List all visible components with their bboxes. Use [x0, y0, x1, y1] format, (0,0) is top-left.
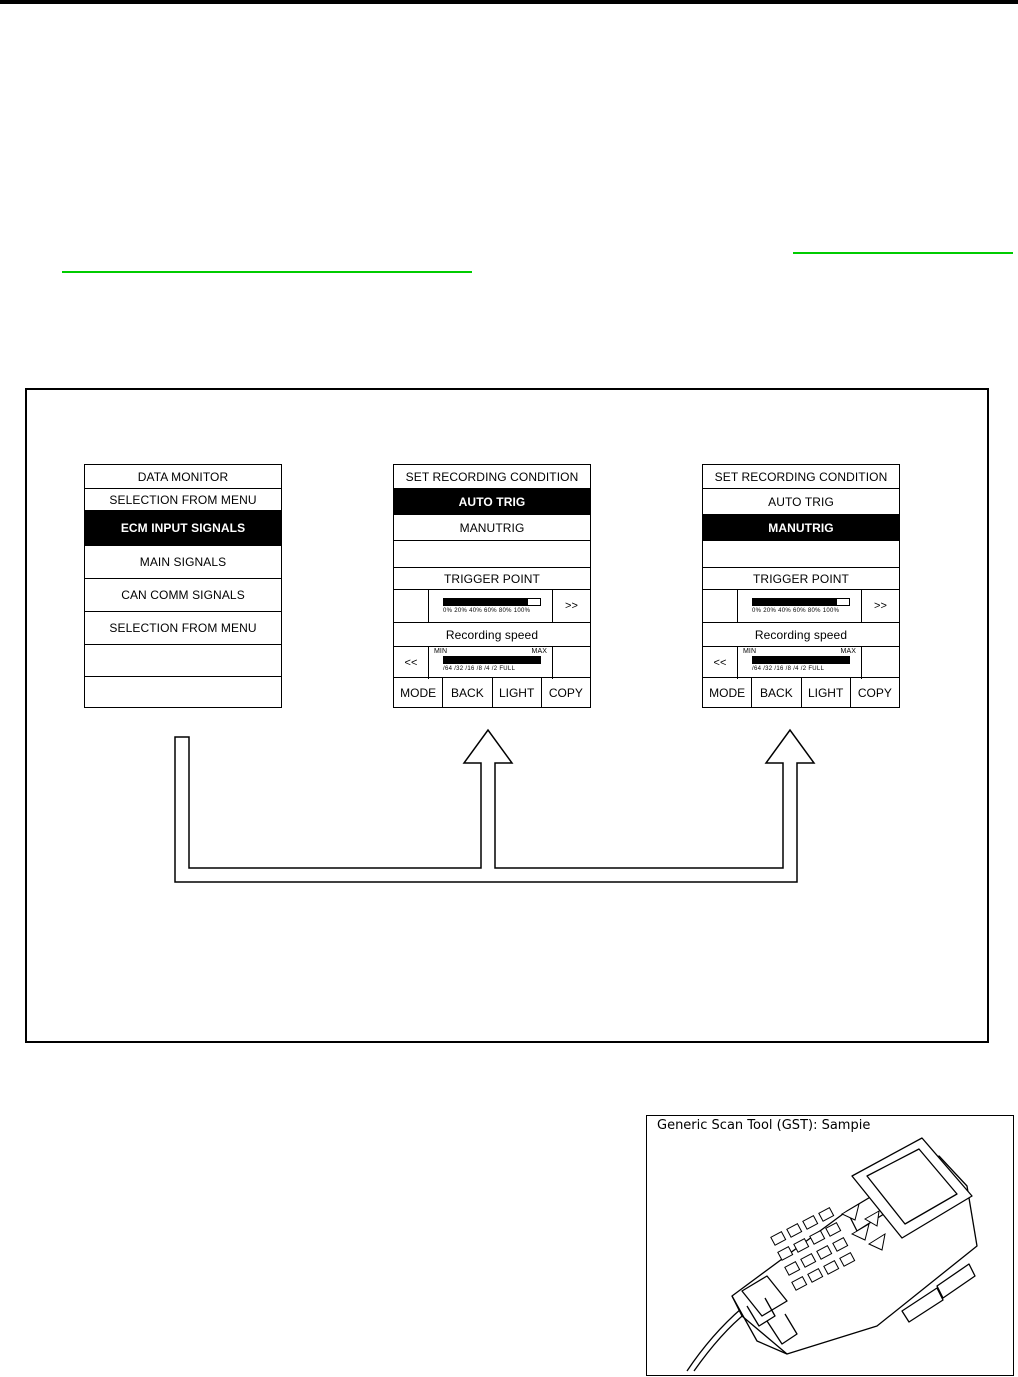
prev-button[interactable]: << — [703, 647, 738, 679]
light-button[interactable]: LIGHT — [801, 678, 850, 707]
menu-item-can-comm-signals[interactable]: CAN COMM SIGNALS — [85, 578, 281, 611]
back-button[interactable]: BACK — [442, 678, 491, 707]
screen-row: DATA MONITOR — [137, 469, 229, 484]
recording-speed-label: Recording speed — [703, 622, 899, 646]
screen-row[interactable]: SELECTION FROM MENU — [85, 488, 281, 510]
speed-ticks: /64 /32 /16 /8 /4 /2 FULL — [752, 666, 825, 672]
option-auto-trig[interactable]: AUTO TRIG — [394, 488, 590, 514]
light-button[interactable]: LIGHT — [492, 678, 541, 707]
gst-caption: Generic Scan Tool (GST): Sampie — [657, 1118, 871, 1133]
scan-tool-illustration — [647, 1116, 1012, 1374]
speed-max-label: MAX — [531, 648, 547, 655]
copy-button[interactable]: COPY — [850, 678, 899, 707]
option-manu-trig[interactable]: MANUTRIG — [394, 514, 590, 540]
menu-item-ecm-input-signals[interactable]: ECM INPUT SIGNALS — [85, 510, 281, 545]
back-button[interactable]: BACK — [751, 678, 800, 707]
arrow-to-screen2 — [175, 730, 814, 882]
gst-figure — [646, 1115, 1014, 1376]
copy-button[interactable]: COPY — [541, 678, 590, 707]
menu-item-main-signals[interactable]: MAIN SIGNALS — [85, 545, 281, 578]
option-manu-trig[interactable]: MANUTRIG — [703, 514, 899, 540]
screen-title: SET RECORDING CONDITION — [405, 469, 579, 484]
trigger-point-label: TRIGGER POINT — [394, 567, 590, 589]
speed-min-label: MIN — [743, 648, 757, 655]
trigger-point-label: TRIGGER POINT — [703, 567, 899, 589]
recording-speed-label: Recording speed — [394, 622, 590, 646]
next-button[interactable]: >> — [861, 590, 899, 622]
trigger-ticks: 0% 20% 40% 60% 80% 100% — [752, 608, 840, 614]
speed-max-label: MAX — [840, 648, 856, 655]
screen-title: SET RECORDING CONDITION — [714, 469, 888, 484]
next-button[interactable]: >> — [552, 590, 590, 622]
mode-button[interactable]: MODE — [709, 685, 746, 700]
menu-item-selection-from-menu[interactable]: SELECTION FROM MENU — [85, 611, 281, 644]
speed-min-label: MIN — [434, 648, 448, 655]
mode-button[interactable]: MODE — [400, 685, 437, 700]
trigger-ticks: 0% 20% 40% 60% 80% 100% — [443, 608, 531, 614]
option-auto-trig[interactable]: AUTO TRIG — [703, 488, 899, 514]
speed-ticks: /64 /32 /16 /8 /4 /2 FULL — [443, 666, 516, 672]
prev-button[interactable]: << — [394, 647, 429, 679]
